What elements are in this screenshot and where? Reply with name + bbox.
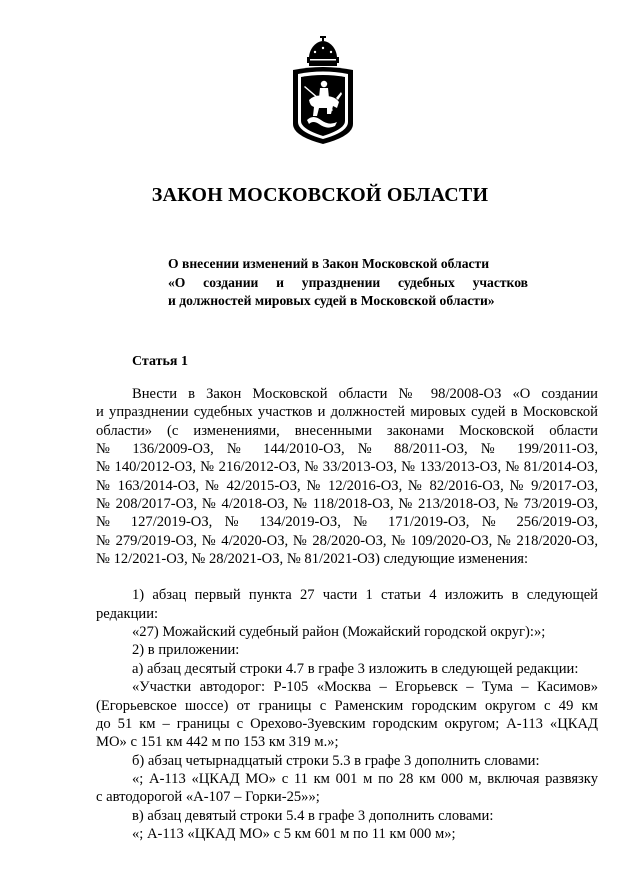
- intro-line: № 208/2017-ОЗ, № 4/2018-ОЗ, № 118/2018-ОЗ, № 213/2018-ОЗ, № 73/2019-ОЗ,: [96, 496, 598, 513]
- article-heading: Статья 1: [132, 354, 188, 369]
- change-line: 2) в приложении:: [132, 642, 240, 659]
- document-body: [96, 385, 598, 843]
- change-line: б) абзац четырнадцатый строки 5.3 в графе 3 дополнить словами:: [132, 752, 540, 769]
- intro-line: № 140/2012-ОЗ, № 216/2012-ОЗ, № 33/2013-ОЗ, № 133/2013-ОЗ, № 81/2014-ОЗ,: [96, 459, 598, 476]
- change-line: МО» с 151 км 442 м по 153 км 319 м.»;: [96, 734, 339, 751]
- change-line: в) абзац девятый строки 5.4 в графе 3 дополнить словами:: [132, 807, 494, 824]
- change-line: «Участки автодорог: Р-105 «Москва – Егорьевск – Тума – Касимов»: [132, 679, 598, 696]
- change-line: а) абзац десятый строки 4.7 в графе 3 изложить в следующей редакции:: [132, 660, 579, 677]
- change-line: до 51 км – границы с Орехово-Зуевским городским округом; А-113 «ЦКАД: [96, 715, 598, 732]
- change-line: с автодорогой «А-107 – Горки-25»»;: [96, 789, 320, 806]
- change-line: редакции:: [96, 605, 159, 622]
- intro-line: области» (с изменениями, внесенными законами Московской области: [96, 422, 598, 439]
- intro-line: Внести в Закон Московской области № 98/2008-ОЗ «О создании: [132, 386, 598, 402]
- intro-line: и упразднении судебных участков и должностей мировых судей в Московской: [96, 404, 598, 421]
- subtitle-line: и должностей мировых судей в Московской области»: [168, 293, 495, 308]
- subtitle-line: О внесении изменений в Закон Московской области: [168, 256, 490, 271]
- document-title: ЗАКОН МОСКОВСКОЙ ОБЛАСТИ: [151, 184, 489, 206]
- change-line: «; А-113 «ЦКАД МО» с 5 км 601 м по 11 км 000 м»;: [132, 825, 456, 842]
- subtitle-line: «О создании и упразднении судебных участков: [168, 274, 528, 290]
- change-line: «; А-113 «ЦКАД МО» с 11 км 001 м по 28 км 000 м, включая развязку: [132, 770, 598, 787]
- document-subtitle: [168, 255, 528, 311]
- intro-line: № 12/2021-ОЗ, № 28/2021-ОЗ, № 81/2021-ОЗ) следующие изменения:: [96, 551, 529, 568]
- change-line: (Егорьевское шоссе) от границы с Раменским городским округом с 49 км: [96, 697, 598, 714]
- coat-of-arms-emblem: [289, 36, 357, 146]
- intro-line: № 163/2014-ОЗ, № 42/2015-ОЗ, № 12/2016-ОЗ, № 82/2016-ОЗ, № 9/2017-ОЗ,: [96, 477, 598, 494]
- intro-line: № 136/2009-ОЗ, № 144/2010-ОЗ, № 88/2011-ОЗ, № 199/2011-ОЗ,: [96, 441, 598, 458]
- change-line: 1) абзац первый пункта 27 части 1 статьи 4 изложить в следующей: [132, 587, 598, 604]
- change-line: «27) Можайский судебный район (Можайский городской округ):»;: [132, 624, 546, 641]
- intro-line: № 127/2019-ОЗ, № 134/2019-ОЗ, № 171/2019-ОЗ, № 256/2019-ОЗ,: [96, 514, 598, 531]
- intro-line: № 279/2019-ОЗ, № 4/2020-ОЗ, № 28/2020-ОЗ, № 109/2020-ОЗ, № 218/2020-ОЗ,: [96, 532, 598, 549]
